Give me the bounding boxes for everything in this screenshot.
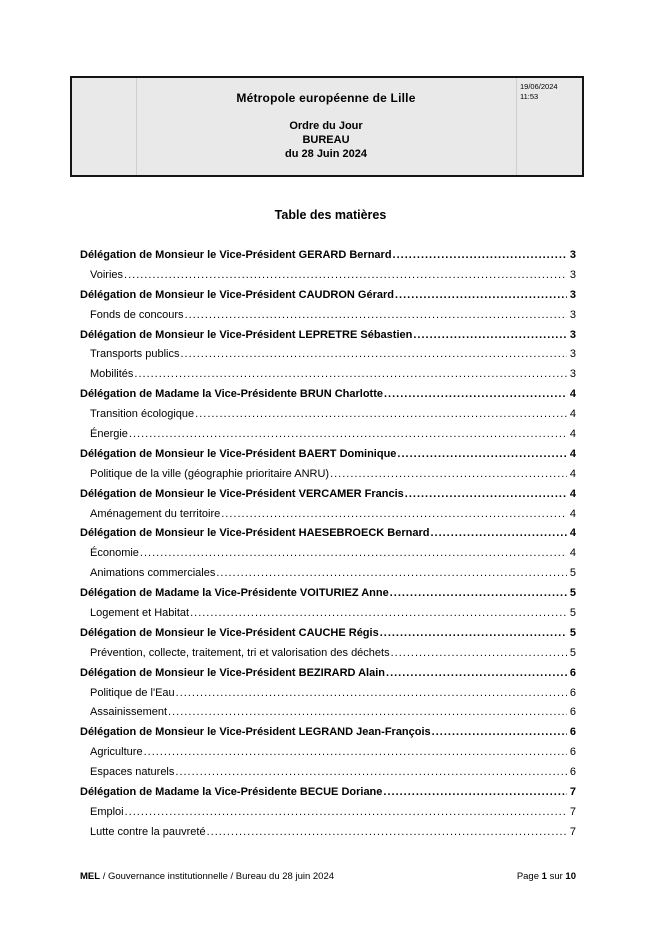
toc-dot-leader: [144, 746, 567, 758]
toc-dot-leader: [395, 289, 567, 301]
toc-entry-label: Emploi: [90, 805, 124, 818]
toc-dot-leader: [195, 408, 567, 420]
footer-page-separator: sur: [549, 871, 563, 882]
toc-dot-leader: [221, 508, 567, 520]
toc-entry-sub: [80, 766, 576, 786]
document-date: du 28 Juin 2024: [285, 148, 367, 160]
toc-page-number: 5: [569, 607, 576, 620]
toc-dot-leader: [405, 488, 567, 500]
footer-page-indicator: [517, 871, 576, 882]
toc-entry-sub: [80, 368, 576, 388]
toc-entry-heading: [80, 627, 576, 647]
toc-entry-heading: [80, 527, 576, 547]
document-subtitle-block: [136, 119, 516, 161]
toc-page-number: 3: [569, 249, 576, 261]
toc-dot-leader: [393, 249, 567, 261]
toc-dot-leader: [175, 766, 566, 778]
toc-entry-label: Économie: [90, 547, 139, 560]
toc-entry-label: Délégation de Monsieur le Vice-Président CAUCHE Régis: [80, 626, 379, 639]
toc-entry-label: Aménagement du territoire: [90, 507, 221, 520]
toc-page-number: 5: [569, 587, 576, 600]
toc-entry-heading: [80, 249, 576, 269]
document-committee: BUREAU: [302, 134, 350, 146]
toc-entry-sub: [80, 269, 576, 289]
toc-entry-sub: [80, 806, 576, 826]
toc-entry-heading: [80, 667, 576, 687]
toc-entry-sub: [80, 746, 576, 766]
toc-entry-sub: [80, 647, 576, 667]
toc-page-number: 4: [569, 408, 576, 421]
toc-entry-sub: [80, 508, 576, 528]
toc-page-number: 5: [569, 646, 576, 659]
toc-entry-heading: [80, 448, 576, 468]
toc-entry-label: Délégation de Monsieur le Vice-Président BAERT Dominique: [80, 447, 397, 460]
toc-entry-heading: [80, 726, 576, 746]
toc-page-number: 4: [569, 507, 576, 520]
toc-page-number: 3: [569, 268, 576, 281]
print-timestamp: [520, 82, 558, 101]
toc-entry-heading: [80, 329, 576, 349]
toc-entry-label: Animations commerciales: [90, 567, 216, 580]
toc-page-number: 6: [569, 686, 576, 699]
footer-breadcrumb: [80, 871, 334, 882]
toc-dot-leader: [140, 547, 567, 559]
toc-entry-sub: [80, 468, 576, 488]
toc-page-number: 6: [569, 726, 576, 739]
footer-page-total: 10: [565, 871, 576, 882]
toc-entry-heading: [80, 786, 576, 806]
toc-dot-leader: [430, 527, 566, 539]
toc-dot-leader: [125, 806, 567, 818]
toc-list: [80, 249, 576, 846]
toc-entry-label: Délégation de Madame la Vice-Présidente BECUE Doriane: [80, 786, 383, 799]
toc-entry-label: Délégation de Madame la Vice-Présidente VOITURIEZ Anne: [80, 587, 389, 600]
print-date: 19/06/2024: [520, 82, 558, 91]
toc-entry-label: Énergie: [90, 428, 128, 441]
toc-entry-label: Délégation de Monsieur le Vice-Président CAUDRON Gérard: [80, 288, 394, 301]
toc-dot-leader: [190, 607, 567, 619]
toc-entry-sub: [80, 706, 576, 726]
toc-dot-leader: [129, 428, 567, 440]
toc-entry-sub: [80, 428, 576, 448]
toc-entry-sub: [80, 607, 576, 627]
toc-page-number: 7: [569, 825, 576, 838]
footer-page-current: 1: [541, 871, 547, 882]
toc-entry-label: Mobilités: [90, 368, 134, 381]
toc-entry-label: Logement et Habitat: [90, 607, 190, 620]
toc-dot-leader: [330, 468, 567, 480]
page-footer: [80, 871, 576, 882]
toc-entry-sub: [80, 408, 576, 428]
toc-entry-heading: [80, 289, 576, 309]
toc-dot-leader: [216, 567, 567, 579]
toc-page-number: 4: [569, 487, 576, 500]
toc-entry-sub: [80, 826, 576, 846]
toc-entry-label: Délégation de Monsieur le Vice-Président HAESEBROECK Bernard: [80, 527, 430, 540]
toc-page-number: 3: [569, 308, 576, 321]
toc-entry-heading: [80, 388, 576, 408]
toc-dot-leader: [384, 388, 567, 400]
toc-entry-sub: [80, 547, 576, 567]
footer-org: MEL: [80, 871, 101, 882]
toc-page-number: 5: [569, 567, 576, 580]
toc-dot-leader: [180, 348, 566, 360]
toc-entry-label: Transports publics: [90, 348, 180, 361]
footer-page-label: Page: [516, 871, 539, 882]
toc-entry-label: Fonds de concours: [90, 308, 184, 321]
toc-entry-label: Délégation de Madame la Vice-Présidente BRUN Charlotte: [80, 388, 383, 401]
toc-page-number: 3: [569, 348, 576, 361]
toc-entry-label: Espaces naturels: [90, 766, 175, 779]
toc-dot-leader: [380, 627, 567, 639]
toc-entry-label: Agriculture: [90, 746, 143, 759]
toc-entry-label: Délégation de Monsieur le Vice-Président LEGRAND Jean-François: [80, 726, 431, 739]
toc-entry-sub: [80, 687, 576, 707]
toc-page-number: 3: [569, 368, 576, 381]
toc-page-number: 4: [569, 388, 576, 401]
toc-entry-heading: [80, 488, 576, 508]
document-type: Ordre du Jour: [289, 120, 363, 132]
toc-page-number: 6: [569, 666, 576, 679]
toc-page-number: 3: [569, 328, 576, 341]
toc-page-number: 4: [569, 447, 576, 460]
toc-entry-label: Transition écologique: [90, 408, 195, 421]
toc-entry-label: Assainissement: [90, 706, 168, 719]
toc-dot-leader: [397, 448, 566, 460]
toc-dot-leader: [134, 368, 566, 380]
toc-dot-leader: [124, 269, 567, 281]
toc-page-number: 6: [569, 746, 576, 759]
organization-title: Métropole européenne de Lille: [236, 91, 416, 105]
header-title-block: [136, 91, 516, 161]
toc-page-number: 5: [569, 626, 576, 639]
toc-entry-label: Politique de la ville (géographie prioritaire ANRU): [90, 467, 330, 480]
toc-entry-label: Lutte contre la pauvreté: [90, 825, 206, 838]
toc-entry-label: Délégation de Monsieur le Vice-Président BEZIRARD Alain: [80, 666, 386, 679]
toc-page-number: 7: [569, 805, 576, 818]
toc-dot-leader: [207, 826, 567, 838]
toc-page-number: 3: [569, 288, 576, 301]
toc-entry-label: Délégation de Monsieur le Vice-Président LEPRETRE Sébastien: [80, 328, 413, 341]
toc-dot-leader: [386, 667, 567, 679]
toc-dot-leader: [413, 329, 567, 341]
toc-dot-leader: [185, 309, 567, 321]
toc-entry-sub: [80, 567, 576, 587]
toc-page-number: 6: [569, 706, 576, 719]
toc-entry-label: Prévention, collecte, traitement, tri et valorisation des déchets: [90, 646, 390, 659]
toc-entry-label: Voiries: [90, 268, 124, 281]
toc-page-number: 4: [569, 547, 576, 560]
toc-entry-sub: [80, 348, 576, 368]
toc-entry-label: Délégation de Monsieur le Vice-Président VERCAMER Francis: [80, 487, 404, 500]
footer-breadcrumb-rest: / Gouvernance institutionnelle / Bureau du 28 juin 2024: [100, 871, 335, 882]
toc-entry-label: Délégation de Monsieur le Vice-Président GERARD Bernard: [80, 249, 392, 261]
toc-page-number: 4: [569, 527, 576, 540]
toc-page-number: 7: [569, 786, 576, 799]
toc-page-number: 4: [569, 428, 576, 441]
toc-dot-leader: [390, 587, 567, 599]
toc-dot-leader: [383, 786, 566, 798]
document-header-box: [70, 76, 584, 177]
toc-dot-leader: [432, 726, 567, 738]
toc-dot-leader: [176, 687, 567, 699]
toc-dot-leader: [391, 647, 567, 659]
toc-dot-leader: [168, 706, 567, 718]
toc-entry-heading: [80, 587, 576, 607]
print-time: 11:53: [520, 91, 539, 101]
toc-entry-sub: [80, 309, 576, 329]
toc-page-number: 4: [569, 467, 576, 480]
toc-page-number: 6: [569, 766, 576, 779]
toc-entry-label: Politique de l'Eau: [90, 686, 175, 699]
header-cell-divider-right: [516, 78, 517, 175]
toc-title: Table des matières: [274, 208, 387, 222]
